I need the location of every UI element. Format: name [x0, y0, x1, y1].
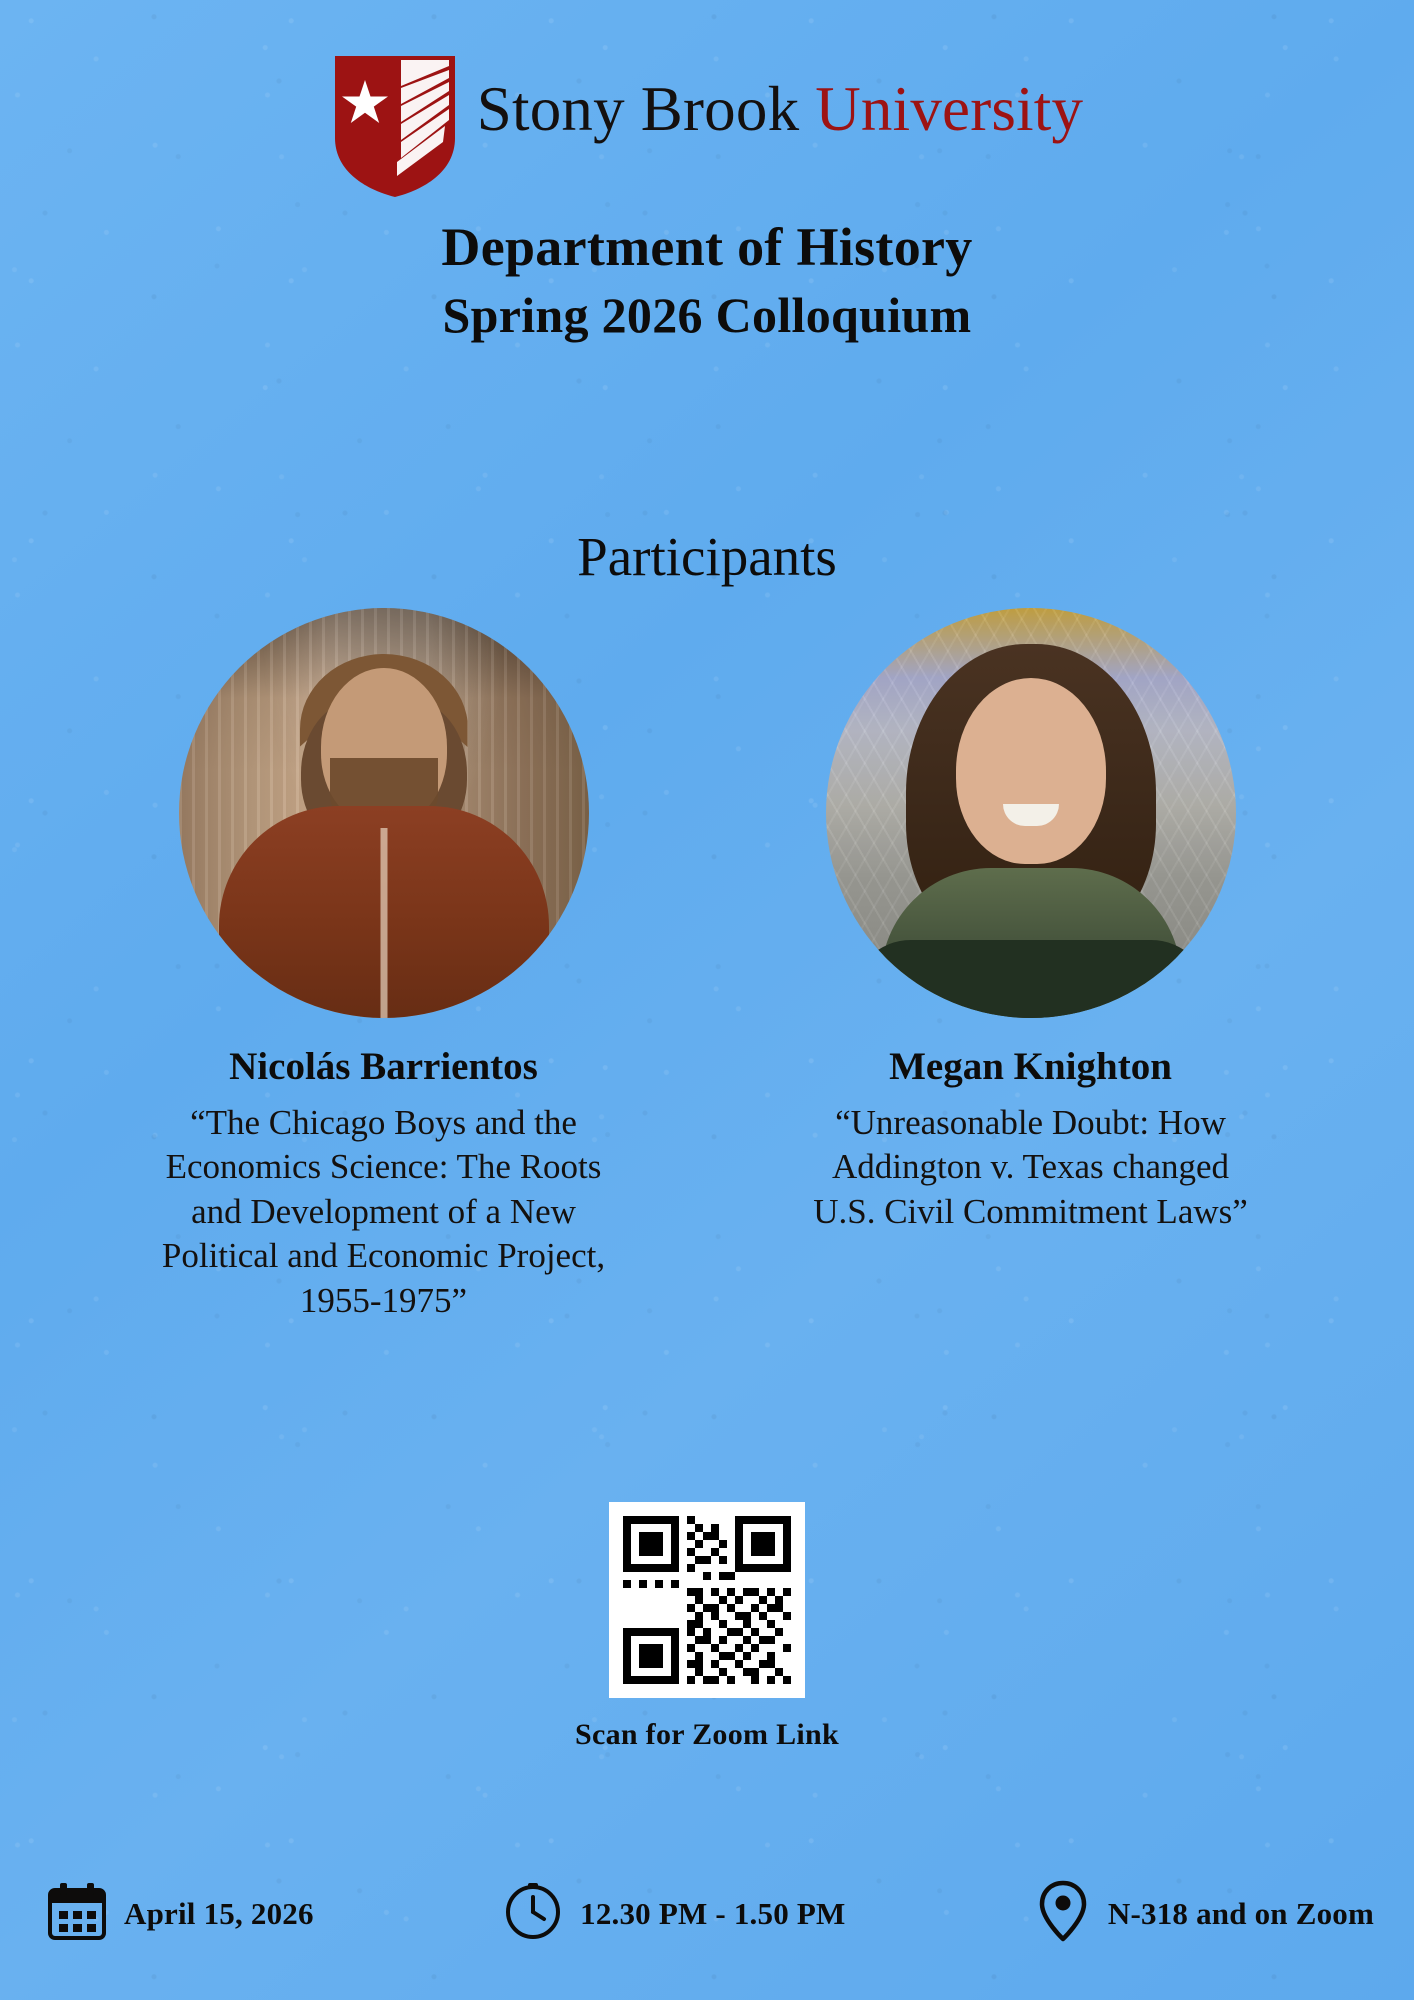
- event-location: [1034, 1879, 1374, 1948]
- poster-header: [0, 40, 1414, 344]
- participant-name: Nicolás Barrientos: [229, 1045, 538, 1088]
- clock-icon: [502, 1880, 564, 1947]
- portrait-head: [956, 678, 1106, 864]
- department-title: Department of History: [441, 217, 973, 277]
- event-time-text: 12.30 PM - 1.50 PM: [580, 1895, 846, 1931]
- participant-card: [119, 608, 649, 1323]
- event-time: [502, 1880, 845, 1947]
- event-date: [46, 1880, 314, 1947]
- participants-list: [60, 608, 1354, 1323]
- event-details-footer: [46, 1879, 1374, 1948]
- portrait-nicolas-barrientos: [179, 608, 589, 1018]
- participant-card: [766, 608, 1296, 1323]
- stony-brook-shield-icon: [331, 46, 459, 194]
- participant-talk-title: “The Chicago Boys and the Economics Science: The Roots and Development of a New Political and Economic Project, 1955-1975”: [161, 1103, 606, 1320]
- university-wordmark: [476, 40, 1084, 144]
- participant-name: Megan Knighton: [889, 1045, 1172, 1088]
- logo-row: [0, 40, 1414, 194]
- event-location-text: N-318 and on Zoom: [1107, 1895, 1374, 1931]
- calendar-icon: [46, 1880, 108, 1947]
- event-date-text: April 15, 2026: [124, 1895, 314, 1931]
- participant-talk-title: “Unreasonable Doubt: How Addington v. Texas changed U.S. Civil Commitment Laws”: [813, 1103, 1248, 1231]
- wordmark-stony-brook: Stony Brook: [476, 74, 800, 144]
- portrait-megan-knighton: [826, 608, 1236, 1018]
- colloquium-term: Spring 2026 Colloquium: [442, 287, 972, 343]
- qr-section: [0, 1502, 1414, 1752]
- qr-caption: Scan for Zoom Link: [574, 1718, 840, 1751]
- participants-heading: Participants: [577, 526, 837, 587]
- portrait-jacket-zipper: [380, 828, 387, 1018]
- wordmark-university: University: [815, 74, 1084, 144]
- qr-code-zoom-link[interactable]: [609, 1502, 805, 1698]
- portrait-coat: [851, 940, 1211, 1018]
- map-pin-icon: [1034, 1879, 1092, 1948]
